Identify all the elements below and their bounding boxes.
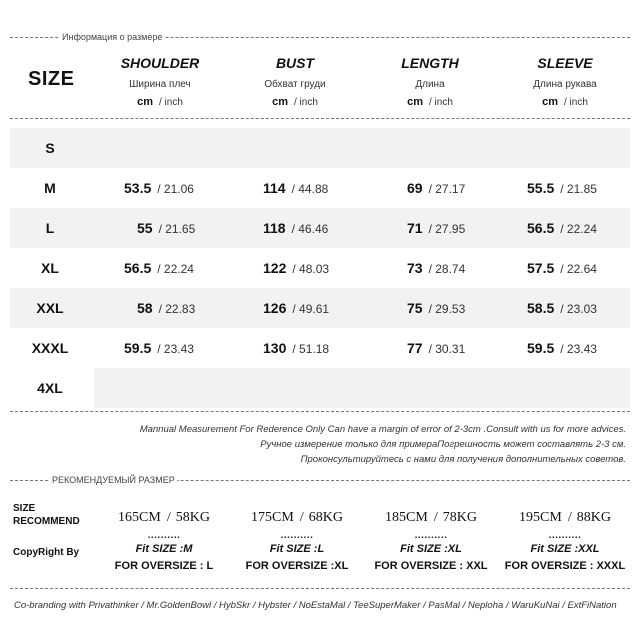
- cm-value: 75: [407, 300, 423, 316]
- bust-cell: [263, 288, 329, 328]
- table-row: [10, 368, 630, 408]
- cm-value: 55: [137, 220, 153, 236]
- sleeve-cell: [527, 328, 597, 368]
- sleeve-cell: [527, 248, 597, 288]
- height-value: 175CM: [251, 510, 294, 525]
- oversize-size: FOR OVERSIZE :XL: [245, 560, 349, 572]
- unit-cm: cm: [137, 96, 153, 108]
- shoulder-cell: [137, 208, 195, 248]
- shoulder-cell: [124, 168, 194, 208]
- length-cell: [407, 248, 465, 288]
- table-row: [10, 288, 630, 328]
- height-value: 185CM: [385, 510, 428, 525]
- empty-row-shade: [94, 368, 630, 408]
- size-recommend-line1: SIZE: [13, 503, 36, 514]
- inch-value: / 48.03: [292, 262, 330, 276]
- cm-value: 57.5: [527, 260, 555, 276]
- cm-value: 59.5: [527, 340, 555, 356]
- measurement-note-en: Mannual Measurement For Rederence Only Can have a margin of error of 2-3cm .Consult with us for more advices.: [139, 424, 626, 435]
- bust-cell: [263, 328, 329, 368]
- inch-value: / 22.24: [560, 222, 597, 236]
- recommend-item: [94, 510, 234, 573]
- cm-value: 58.5: [527, 300, 555, 316]
- weight-value: 58KG: [175, 510, 210, 525]
- fit-size: Fit SIZE :XL: [400, 543, 462, 555]
- unit-cm: cm: [272, 96, 288, 108]
- weight-value: 88KG: [576, 510, 611, 525]
- footer-divider: [10, 588, 630, 589]
- copyright-label: CopyRight By: [13, 547, 80, 558]
- size-label: XXXL: [31, 340, 69, 356]
- length-cell: [407, 288, 465, 328]
- sleeve-unit: [505, 96, 625, 109]
- table-row: [10, 208, 630, 248]
- unit-cm: cm: [407, 96, 423, 108]
- recommend-item: [495, 510, 635, 573]
- shoulder-unit: [100, 96, 220, 109]
- cm-value: 77: [407, 340, 423, 356]
- inch-value: / 28.74: [428, 262, 466, 276]
- length-cell: [407, 168, 465, 208]
- unit-inch: / inch: [294, 97, 318, 108]
- cm-value: 126: [263, 300, 287, 316]
- height-value: 165CM: [118, 510, 161, 525]
- measurement-note-ru-1: Ручное измерение только для примераПогрешность может составлять 2-3 см.: [260, 439, 626, 450]
- height-weight: 195CM / 88KG: [519, 510, 611, 525]
- shoulder-ru-label: Ширина плеч: [129, 79, 191, 90]
- length-cell: [407, 208, 465, 248]
- unit-cm: cm: [542, 96, 558, 108]
- cm-value: 130: [263, 340, 287, 356]
- length-column-header: [370, 55, 490, 109]
- bust-ru-label: Обхват груди: [264, 79, 326, 90]
- shoulder-cell: [124, 248, 194, 288]
- sleeve-column-header: [505, 55, 625, 109]
- size-info-label: Информация о размере: [62, 32, 163, 42]
- oversize-size: FOR OVERSIZE : L: [114, 560, 214, 572]
- cm-value: 59.5: [124, 340, 152, 356]
- shoulder-column-header: [100, 55, 220, 109]
- height-weight: 175CM / 68KG: [251, 510, 343, 525]
- inch-value: / 21.65: [158, 222, 196, 236]
- oversize-size: FOR OVERSIZE : XXXL: [504, 560, 626, 572]
- size-column-header: SIZE: [28, 68, 75, 90]
- inch-value: / 27.17: [428, 182, 466, 196]
- table-row: [10, 168, 630, 208]
- inch-value: / 21.85: [560, 182, 597, 196]
- sleeve-ru-label: Длина рукава: [533, 79, 597, 90]
- inch-value: / 23.03: [560, 302, 597, 316]
- bust-column-header: [235, 55, 355, 109]
- cm-value: 73: [407, 260, 423, 276]
- unit-inch: / inch: [564, 97, 588, 108]
- shoulder-cell: [137, 288, 195, 328]
- recommend-label: РЕКОМЕНДУЕМЫЙ РАЗМЕР: [52, 475, 175, 485]
- cm-value: 53.5: [124, 180, 152, 196]
- bust-unit: [235, 96, 355, 109]
- inch-value: / 30.31: [428, 342, 466, 356]
- size-label: M: [44, 180, 56, 196]
- cm-value: 71: [407, 220, 423, 236]
- cm-value: 58: [137, 300, 153, 316]
- height-value: 195CM: [519, 510, 562, 525]
- size-recommend-line2: RECOMMEND: [13, 516, 80, 527]
- fit-size: Fit SIZE :L: [269, 543, 325, 555]
- header-divider: [10, 118, 630, 119]
- cm-value: 69: [407, 180, 423, 196]
- fit-size: Fit SIZE :M: [135, 543, 193, 555]
- unit-inch: / inch: [159, 97, 183, 108]
- sleeve-cell: [527, 288, 597, 328]
- length-cell: [407, 328, 465, 368]
- cm-value: 118: [263, 220, 286, 236]
- sleeve-cell: [527, 168, 597, 208]
- size-label: S: [45, 140, 55, 156]
- inch-value: / 49.61: [292, 302, 330, 316]
- inch-value: / 46.46: [291, 222, 329, 236]
- cm-value: 56.5: [124, 260, 152, 276]
- inch-value: / 29.53: [428, 302, 466, 316]
- table-row: [10, 248, 630, 288]
- inch-value: / 27.95: [428, 222, 466, 236]
- dot-separator: ..........: [414, 530, 448, 541]
- recommend-item: [361, 510, 501, 573]
- inch-value: / 22.64: [560, 262, 597, 276]
- size-recommend-label: [13, 502, 80, 528]
- inch-value: / 21.06: [157, 182, 194, 196]
- shoulder-cell: [124, 328, 194, 368]
- table-row: [10, 328, 630, 368]
- inch-value: / 51.18: [292, 342, 330, 356]
- sleeve-cell: [527, 208, 597, 248]
- sleeve-title: SLEEVE: [537, 55, 593, 71]
- cm-value: 122: [263, 260, 287, 276]
- fit-size: Fit SIZE :XXL: [530, 543, 600, 555]
- height-weight: 165CM / 58KG: [118, 510, 210, 525]
- dot-separator: ..........: [548, 530, 582, 541]
- size-label: XL: [41, 260, 59, 276]
- size-label: L: [45, 220, 55, 236]
- dot-separator: ..........: [280, 530, 314, 541]
- inch-value: / 23.43: [157, 342, 194, 356]
- table-bottom-divider: [10, 411, 630, 412]
- bust-title: BUST: [275, 55, 315, 71]
- length-ru-label: Длина: [415, 79, 445, 90]
- recommend-item: [227, 510, 367, 573]
- oversize-size: FOR OVERSIZE : XXL: [374, 560, 488, 572]
- inch-value: / 22.24: [157, 262, 194, 276]
- inch-value: / 22.83: [158, 302, 196, 316]
- dot-separator: ..........: [147, 530, 181, 541]
- bust-cell: [263, 208, 328, 248]
- cm-value: 55.5: [527, 180, 555, 196]
- size-label: 4XL: [37, 380, 63, 396]
- length-unit: [370, 96, 490, 109]
- height-weight: 185CM / 78KG: [385, 510, 477, 525]
- unit-inch: / inch: [429, 97, 453, 108]
- length-title: LENGTH: [401, 55, 459, 71]
- inch-value: / 23.43: [560, 342, 597, 356]
- cobranding-text: Co-branding with Privathinker / Mr.GoldenBowl / HybSkr / Hybster / NoEstaMal / TeeSuperMaker / PasMal / Neploha / WaruKuNai / ExtFiNation: [14, 600, 617, 611]
- cm-value: 114: [263, 180, 286, 196]
- table-row: [10, 128, 630, 168]
- weight-value: 68KG: [308, 510, 343, 525]
- size-label: XXL: [36, 300, 64, 316]
- cm-value: 56.5: [527, 220, 555, 236]
- inch-value: / 44.88: [291, 182, 329, 196]
- shoulder-title: SHOULDER: [120, 55, 200, 71]
- bust-cell: [263, 168, 328, 208]
- measurement-note-ru-2: Проконсультируйтесь с нами для получения дополнительных советов.: [300, 454, 626, 465]
- bust-cell: [263, 248, 329, 288]
- weight-value: 78KG: [442, 510, 477, 525]
